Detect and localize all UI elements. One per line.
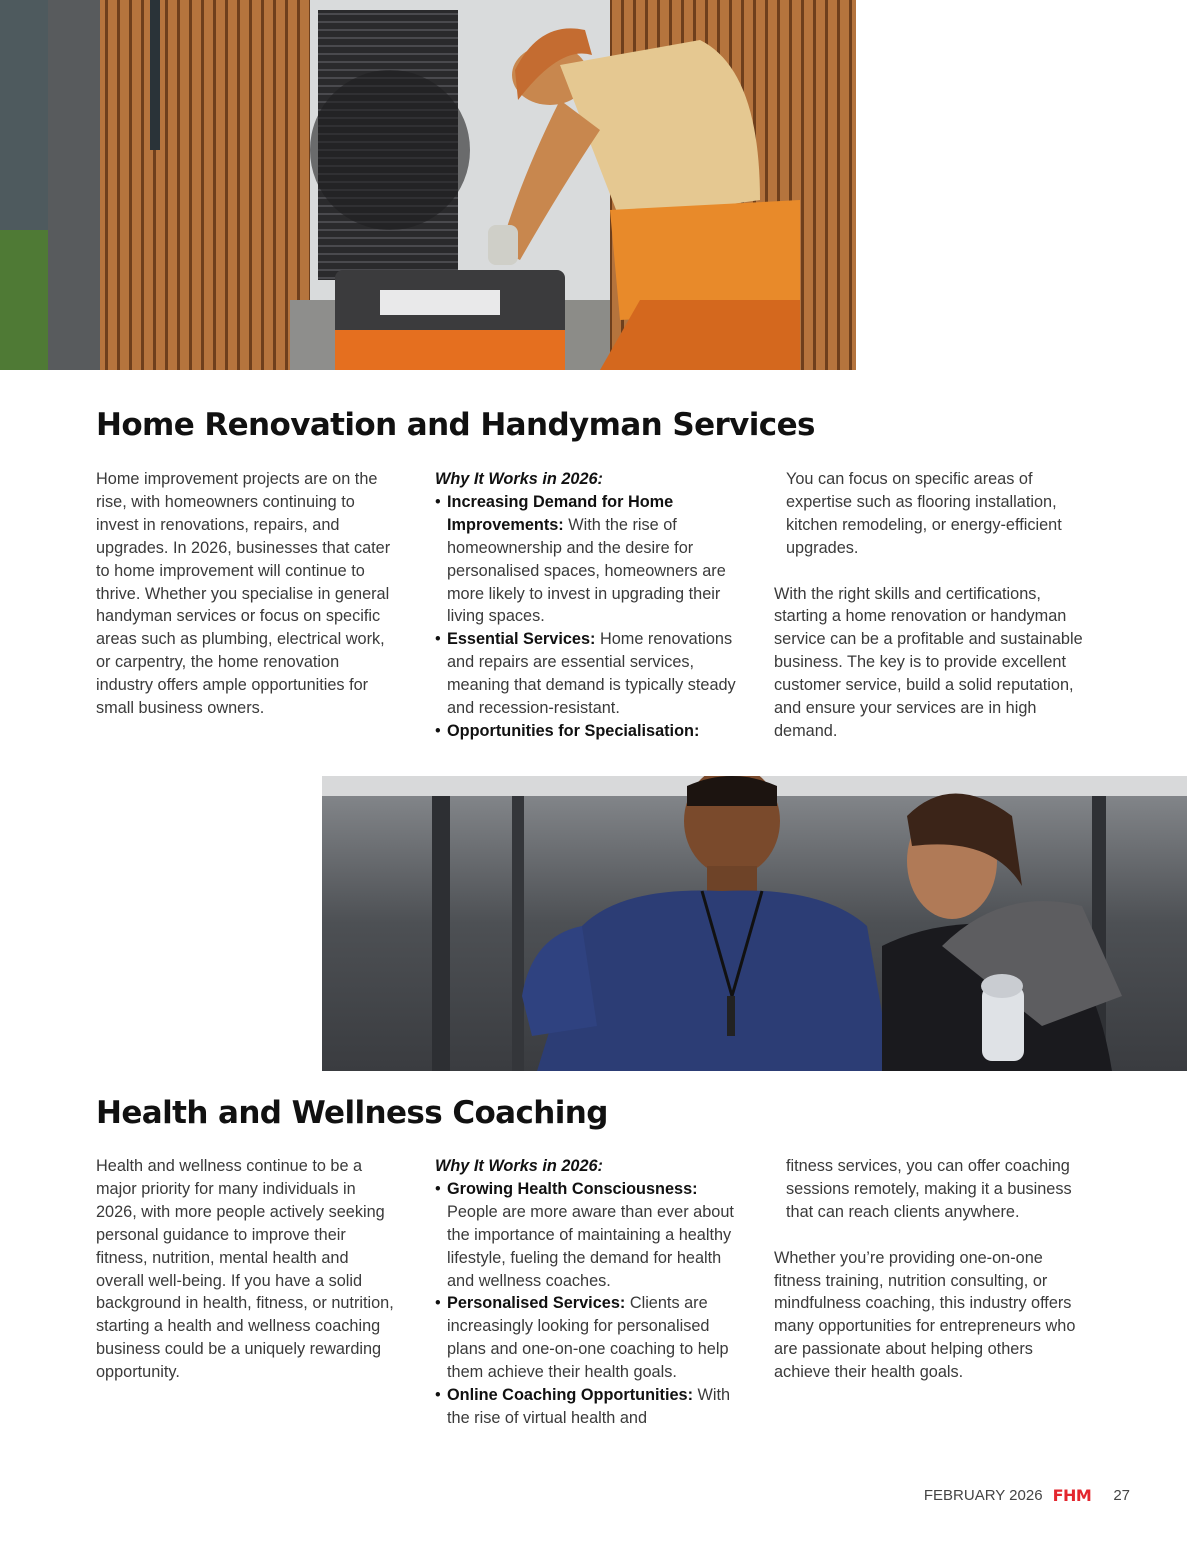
bullet-glyph: •	[435, 721, 441, 740]
why-label: Why It Works in 2026:	[435, 470, 603, 488]
bullet-title: Essential Services:	[447, 630, 596, 649]
section-heading-health-wellness: Health and Wellness Coaching	[96, 1095, 608, 1131]
bullet-item	[435, 628, 750, 720]
bullet-item	[435, 1384, 750, 1430]
bullet-title: Increasing Demand for Home Improvements:	[447, 492, 674, 534]
bullet-glyph: •	[435, 492, 441, 511]
why-column	[435, 1155, 750, 1430]
intro-column	[96, 1155, 396, 1384]
bullet-continuation: fitness services, you can offer coaching sessions remotely, making it a business that can reach clients anywhere.	[786, 1157, 1072, 1221]
bullet-text: People are more aware than ever about the importance of maintaining a healthy lifestyle, fueling the demand for health and wellness coaches.	[447, 1202, 734, 1290]
page-number: 27	[1113, 1487, 1130, 1504]
conclusion-column	[774, 1155, 1084, 1384]
brand-logo: FHM	[1052, 1486, 1092, 1505]
bullet-item	[435, 720, 750, 743]
bullet-text: With the rise of homeownership and the desire for personalised spaces, homeowners are more likely to invest in upgrading their living spaces.	[447, 515, 726, 626]
conclusion-paragraph: With the right skills and certifications, starting a home renovation or handyman service can be a profitable and sustainable business. The key is to provide excellent customer service, build a solid reputation, and ensure your services are in high demand.	[774, 584, 1083, 740]
bullet-title: Online Coaching Opportunities:	[447, 1386, 694, 1405]
issue-date: FEBRUARY 2026	[923, 1487, 1043, 1504]
bullet-glyph: •	[435, 1386, 441, 1405]
bullet-continuation: You can focus on specific areas of expertise such as flooring installation, kitchen remodeling, or energy-efficient upgrades.	[786, 470, 1062, 557]
bullet-text: With the rise of virtual health and	[447, 1386, 731, 1427]
bullet-item	[435, 1178, 750, 1293]
bullet-glyph: •	[435, 630, 441, 649]
bullet-text: Clients are increasingly looking for personalised plans and one-on-one coaching to help them achieve their health goals.	[447, 1294, 729, 1382]
intro-column	[96, 468, 396, 720]
bullet-item	[435, 491, 750, 628]
photo-fitness-coaching	[322, 776, 1187, 1071]
bullet-title: Opportunities for Specialisation:	[447, 721, 700, 740]
bullet-title: Personalised Services:	[447, 1294, 626, 1313]
intro-paragraph: Home improvement projects are on the rise, with homeowners continuing to invest in renovations, repairs, and upgrades. In 2026, businesses that cater to home improvement will continue to thrive. Whether you specialise in general handyman services or focus on specific areas such as plumbing, electrical work, or carpentry, the home renovation industry offers ample opportunities for small business owners.	[96, 470, 391, 718]
bullet-item	[435, 1292, 750, 1384]
bullet-text: Home renovations and repairs are essential services, meaning that demand is typically steady and recession-resistant.	[447, 630, 736, 718]
page-footer	[924, 1486, 1130, 1505]
bullet-glyph: •	[435, 1294, 441, 1313]
intro-paragraph: Health and wellness continue to be a major priority for many individuals in 2026, with more people actively seeking personal guidance to improve their fitness, nutrition, mental health and overall well-being. If you have a solid background in health, fitness, or nutrition, starting a health and wellness coaching business could be a uniquely rewarding opportunity.	[96, 1157, 394, 1382]
bullet-title: Growing Health Consciousness:	[447, 1179, 698, 1198]
why-label: Why It Works in 2026:	[435, 1157, 603, 1175]
photo-handyman	[0, 0, 856, 370]
section-heading-home-renovation: Home Renovation and Handyman Services	[96, 407, 815, 443]
conclusion-column	[774, 468, 1084, 743]
conclusion-paragraph: Whether you’re providing one-on-one fitness training, nutrition consulting, or mindfulness coaching, this industry offers many opportunities for entrepreneurs who are passionate about helping others achieve their health goals.	[774, 1248, 1076, 1382]
why-column	[435, 468, 750, 743]
bullet-glyph: •	[435, 1179, 441, 1198]
